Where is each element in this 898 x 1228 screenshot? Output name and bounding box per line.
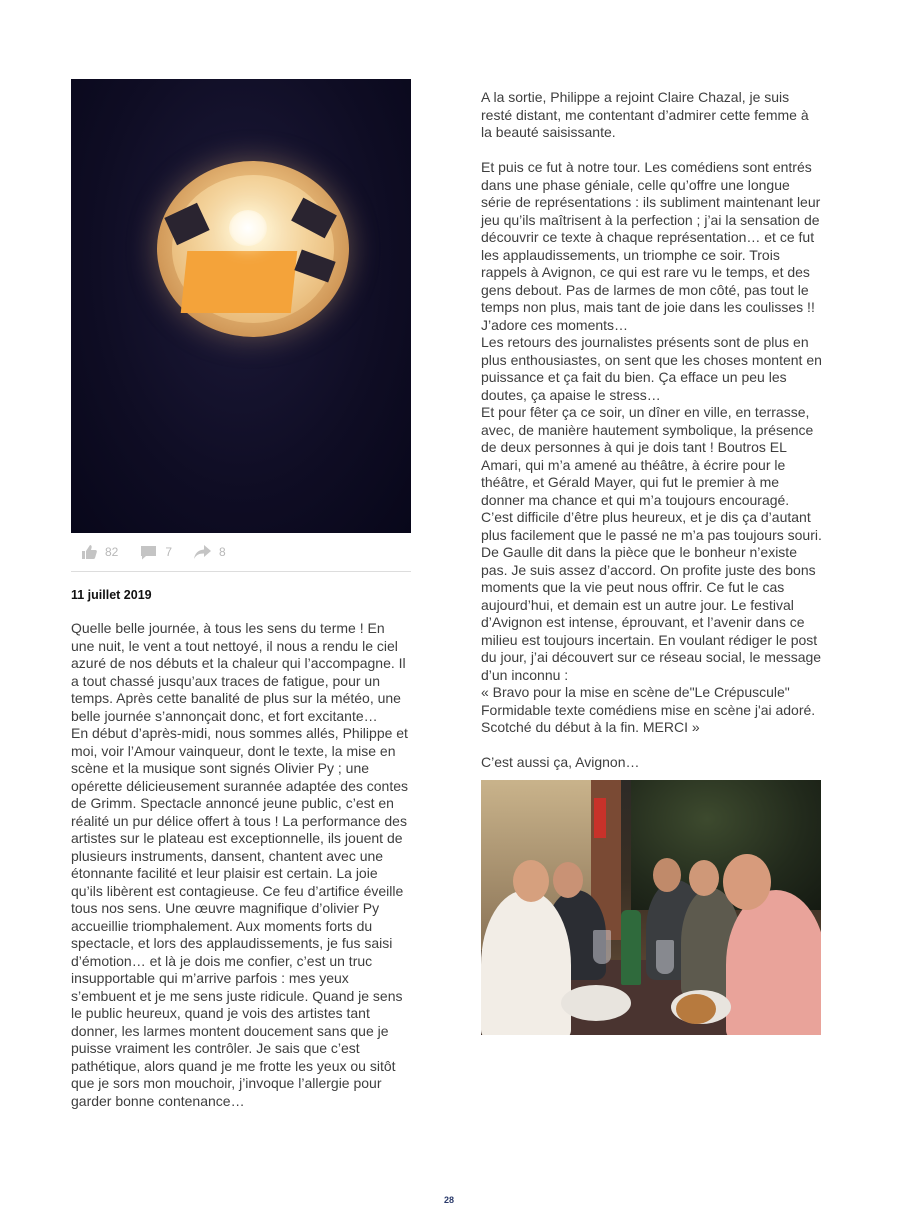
lamp-bulb bbox=[229, 210, 267, 246]
comments-stat bbox=[140, 545, 172, 560]
water-bottle bbox=[621, 910, 641, 985]
comments-count: 7 bbox=[165, 545, 173, 559]
shares-stat bbox=[194, 545, 226, 559]
paragraph: Quelle belle journée, à tous les sens du terme ! En une nuit, le vent a tout nettoyé, il nous a rendu le ciel azuré de nos débuts et la chaleur qui l’accompagne. Il a tout chassé jusqu’aux traces de fatigue, pour un temps. Après cette banalité de plus sur la météo, une belle journée s’annonçait donc, et fort excitante… bbox=[71, 620, 406, 724]
likes-stat bbox=[81, 545, 118, 560]
paragraph: C’est difficile d’être plus heureux, et je dis ça d’autant plus facilement que le passé ne m’a pas toujours souri. De Gaulle dit dans la pièce que le bonheur n’existe pas. Je suis assez d’accord. On profite juste des bons moments que la vie peut nous offrir. Ce fut le cas aujourd’hui, et demain est un autre jour. Le festival d’Avignon est intense, éprouvant, et l’avenir dans ce milieu est toujours incertain. En voulant rédiger le post du jour, j’ai découvert sur ce réseau social, le message d’un inconnu : bbox=[481, 509, 822, 683]
bread-basket bbox=[676, 994, 716, 1024]
share-icon bbox=[194, 545, 211, 559]
comment-icon bbox=[140, 545, 157, 560]
right-column bbox=[481, 89, 823, 1035]
glass bbox=[593, 930, 611, 964]
quote: « Bravo pour la mise en scène de"Le Crépuscule" Formidable texte comédiens mise en scène j'ai adoré. Scotché du début à la fin. MERCI » bbox=[481, 684, 816, 735]
person-head bbox=[689, 860, 719, 896]
paragraph: Et pour fêter ça ce soir, un dîner en ville, en terrasse, avec, de manière hautement symbolique, la présence de deux personnes à qui je dois tant ! Boutros EL Amari, qui m’a amené au théâtre, à écrire pour le théâtre, et Gérald Mayer, qui fut le premier à me donner ma chance et qui m’a toujours encouragé. bbox=[481, 404, 814, 508]
post-date: 11 juillet 2019 bbox=[71, 588, 152, 602]
paragraph: A la sortie, Philippe a rejoint Claire Chazal, je suis resté distant, me contentant d’admirer cette femme à la beauté saisissante. bbox=[481, 89, 809, 140]
person bbox=[726, 890, 821, 1035]
paragraph: En début d’après-midi, nous sommes allés, Philippe et moi, voir l’Amour vainqueur, dont le texte, la mise en scène et la musique sont signés Olivier Py ; une opérette délicieusement surannée adaptée des contes de Grimm. Spectacle annoncé jeune public, c’est en réalité un pur délice offert à tous ! La performance des artistes sur le plateau est exceptionnelle, ils jouent de plusieurs instruments, dansent, chantent avec une étonnante facilité et leur plaisir est certain. La joie qu’ils libèrent est contagieuse. Ce feu d’artifice éveille tous nos sens. Une œuvre magnifique d’olivier Py accueillie triomphalement. Aux moments forts du spectacle, et lors des applaudissements, je fus saisi d’émotion… et là je dois me confier, c’est un truc insupportable qui m’arrive parfois : mes yeux s’embuent et je me sens juste ridicule. Quand je sens le public heureux, quand je vois des artistes tant donner, les larmes montent doucement sans que je puisse vraiment les contrôler. Je sais que c’est pathétique, alors quand je me frotte les yeux ou sitôt que je sors mon mouchoir, j’invoque l’allergie pour garder bonne contenance… bbox=[71, 725, 409, 1109]
post-stats bbox=[71, 533, 411, 572]
person-head bbox=[653, 858, 681, 892]
page-number: 28 bbox=[443, 1195, 454, 1205]
likes-count: 82 bbox=[105, 545, 119, 559]
thumbs-up-icon bbox=[81, 545, 97, 560]
left-body-text bbox=[71, 620, 411, 1110]
plate bbox=[561, 985, 631, 1021]
right-body-text bbox=[481, 89, 823, 772]
lamp-orange-panel bbox=[181, 251, 298, 313]
shares-count: 8 bbox=[219, 545, 226, 559]
lamp-photo bbox=[71, 79, 411, 533]
person-head bbox=[553, 862, 583, 898]
person-head bbox=[723, 854, 771, 910]
paragraph: Les retours des journalistes présents sont de plus en plus enthousiastes, on sent que les choses montent en puissance et ça fait du bien. Ça efface un peu les doutes, ça apaise le stress… bbox=[481, 334, 822, 403]
glass bbox=[656, 940, 674, 974]
paragraph: Et puis ce fut à notre tour. Les comédiens sont entrés dans une phase géniale, celle qu’offre une longue série de représentations : ils subliment maintenant leur jeu qu’ils maîtrisent à la perfection ; j’ai la sensation de découvrir ce texte à chaque représentation… et ce fut les applaudissements, un triomphe ce soir. Trois rappels à Avignon, ce qui est rare vu le temps, et des gens debout. Pas de larmes de mon côté, pas tout le temps non plus, mais tant de joie dans les coulisses !! J’adore ces moments… bbox=[481, 159, 821, 333]
left-column bbox=[71, 79, 411, 1110]
dinner-photo bbox=[481, 780, 821, 1035]
person-head bbox=[513, 860, 549, 902]
person bbox=[481, 890, 571, 1035]
paragraph: C’est aussi ça, Avignon… bbox=[481, 754, 640, 770]
red-banner bbox=[594, 798, 606, 838]
